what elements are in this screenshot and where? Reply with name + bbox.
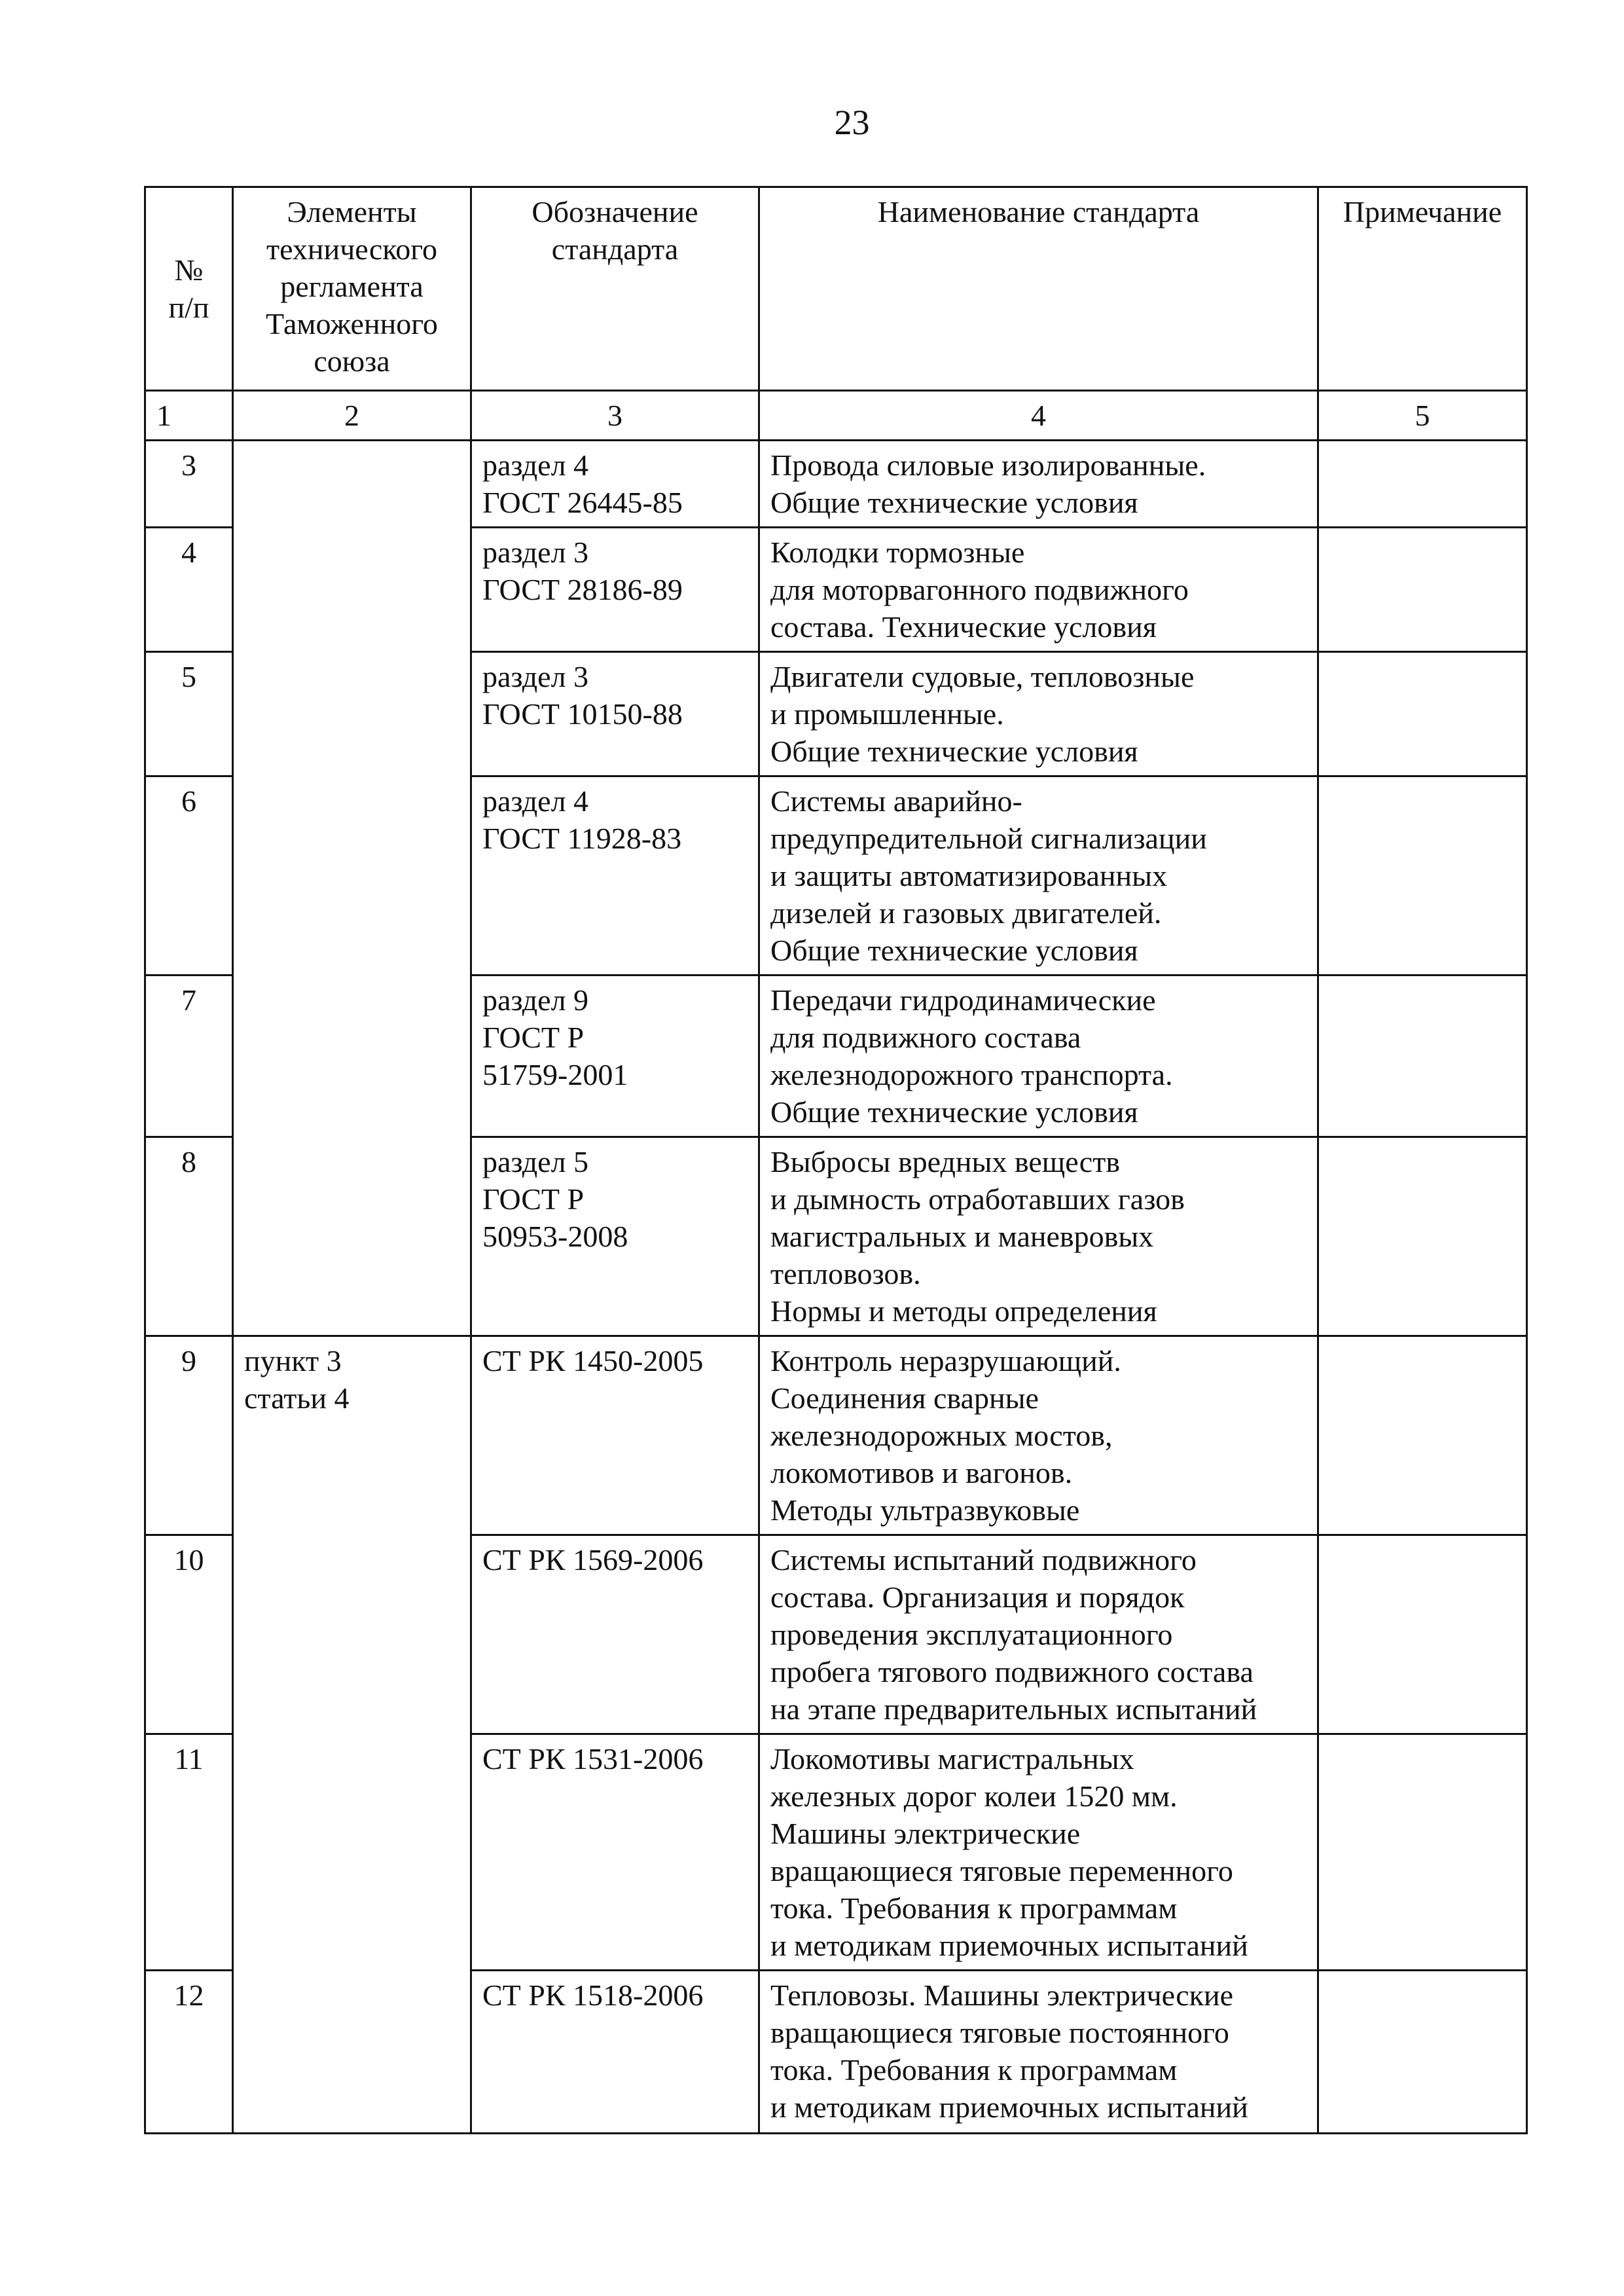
name-line: Машины электрические [770, 1817, 1081, 1850]
row-number: 9 [145, 1336, 233, 1535]
row-designation [471, 441, 759, 528]
header-num-line: № [174, 253, 204, 287]
name-line: и защиты автоматизированных [770, 859, 1168, 892]
elements-line: пункт 3 [244, 1344, 342, 1377]
name-line: железнодорожных мостов, [770, 1419, 1113, 1452]
designation-line: СТ РК 1569-2006 [482, 1543, 704, 1576]
header-note-line: Примечание [1343, 195, 1502, 228]
name-line: Контроль неразрушающий. [770, 1344, 1121, 1377]
row-name [759, 441, 1318, 528]
name-line: железнодорожного транспорта. [770, 1058, 1173, 1091]
designation-line: ГОСТ Р [482, 1021, 585, 1054]
designation-line: 50953-2008 [482, 1220, 628, 1253]
name-line: железных дорог колеи 1520 мм. [770, 1779, 1178, 1813]
name-line: Провода силовые изолированные. [770, 448, 1206, 482]
table-row [145, 441, 1527, 528]
designation-line: СТ РК 1450-2005 [482, 1344, 704, 1377]
header-designation [471, 187, 759, 391]
name-line: дизелей и газовых двигателей. [770, 896, 1162, 930]
row-name [759, 1137, 1318, 1336]
row-name [759, 1734, 1318, 1971]
name-line: предупредительной сигнализации [770, 822, 1207, 855]
row-note [1318, 528, 1527, 652]
designation-line: раздел 4 [482, 784, 589, 818]
row-elements-cell [233, 441, 471, 1336]
name-line: Тепловозы. Машины электрические [770, 1978, 1234, 2012]
designation-line: СТ РК 1531-2006 [482, 1742, 704, 1776]
page-number: 23 [834, 103, 870, 142]
column-number: 5 [1318, 391, 1527, 441]
row-designation [471, 652, 759, 776]
row-note [1318, 441, 1527, 528]
name-line: Системы аварийно- [770, 784, 1022, 818]
name-line: тепловозов. [770, 1257, 921, 1290]
row-number: 10 [145, 1535, 233, 1734]
name-line: Общие технические условия [770, 934, 1138, 967]
row-name [759, 652, 1318, 776]
name-line: и дымность отработавших газов [770, 1182, 1185, 1216]
row-note [1318, 776, 1527, 975]
name-line: пробега тягового подвижного состава [770, 1655, 1254, 1688]
designation-line: ГОСТ 28186-89 [482, 573, 683, 606]
column-number: 2 [233, 391, 471, 441]
column-number-row [145, 391, 1527, 441]
row-designation [471, 1734, 759, 1971]
table-row [145, 1336, 1527, 1535]
designation-line: ГОСТ Р [482, 1182, 585, 1216]
row-designation [471, 528, 759, 652]
name-line: на этапе предварительных испытаний [770, 1692, 1257, 1726]
row-designation [471, 975, 759, 1137]
name-line: Общие технические условия [770, 486, 1138, 519]
name-line: локомотивов и вагонов. [770, 1456, 1073, 1489]
column-number: 1 [145, 391, 233, 441]
header-designation-line: стандарта [551, 232, 679, 266]
designation-line: раздел 5 [482, 1145, 589, 1178]
designation-line: раздел 3 [482, 536, 589, 569]
column-number: 4 [759, 391, 1318, 441]
name-line: Системы испытаний подвижного [770, 1543, 1197, 1576]
row-number: 5 [145, 652, 233, 776]
standards-table [144, 186, 1528, 2134]
row-number: 4 [145, 528, 233, 652]
row-designation [471, 1336, 759, 1535]
row-note [1318, 975, 1527, 1137]
name-line: состава. Технические условия [770, 610, 1157, 644]
row-name [759, 776, 1318, 975]
column-number: 3 [471, 391, 759, 441]
header-elements-line: регламента [280, 270, 424, 303]
header-num-line: п/п [168, 291, 209, 324]
designation-line: 51759-2001 [482, 1058, 628, 1091]
name-line: для моторвагонного подвижного [770, 573, 1189, 606]
row-number: 12 [145, 1971, 233, 2134]
row-number: 6 [145, 776, 233, 975]
row-note [1318, 1971, 1527, 2134]
designation-line: ГОСТ 10150-88 [482, 697, 683, 731]
name-line: Методы ультразвуковые [770, 1493, 1080, 1527]
designation-line: ГОСТ 11928-83 [482, 822, 682, 855]
name-line: Общие технические условия [770, 735, 1138, 768]
row-note [1318, 1137, 1527, 1336]
header-note [1318, 187, 1527, 391]
row-note [1318, 1336, 1527, 1535]
name-line: вращающиеся тяговые постоянного [770, 2016, 1229, 2049]
row-note [1318, 1535, 1527, 1734]
name-line: Нормы и методы определения [770, 1294, 1157, 1328]
name-line: для подвижного состава [770, 1021, 1081, 1054]
row-note [1318, 1734, 1527, 1971]
designation-line: раздел 4 [482, 448, 589, 482]
name-line: Выбросы вредных веществ [770, 1145, 1121, 1178]
row-number: 11 [145, 1734, 233, 1971]
header-elements [233, 187, 471, 391]
header-name-line: Наименование стандарта [877, 195, 1200, 228]
row-number: 7 [145, 975, 233, 1137]
name-line: вращающиеся тяговые переменного [770, 1854, 1233, 1887]
designation-line: раздел 3 [482, 660, 589, 693]
header-elements-line: Элементы [287, 195, 417, 228]
name-line: проведения эксплуатационного [770, 1618, 1173, 1651]
name-line: Общие технические условия [770, 1095, 1138, 1129]
row-designation [471, 1971, 759, 2134]
header-elements-line: технического [266, 232, 437, 266]
name-line: тока. Требования к программам [770, 2053, 1178, 2086]
header-designation-line: Обозначение [532, 195, 698, 228]
designation-line: СТ РК 1518-2006 [482, 1978, 704, 2012]
name-line: Соединения сварные [770, 1381, 1039, 1415]
row-name [759, 1535, 1318, 1734]
row-number: 3 [145, 441, 233, 528]
name-line: Колодки тормозные [770, 536, 1025, 569]
row-designation [471, 1137, 759, 1336]
header-name [759, 187, 1318, 391]
table-header-row [145, 187, 1527, 391]
row-elements-cell [233, 1336, 471, 2134]
row-name [759, 528, 1318, 652]
name-line: Двигатели судовые, тепловозные [770, 660, 1195, 693]
header-elements-line: союза [314, 344, 390, 378]
name-line: магистральных и маневровых [770, 1220, 1154, 1253]
row-name [759, 1336, 1318, 1535]
header-elements-line: Таможенного [266, 307, 438, 340]
name-line: состава. Организация и порядок [770, 1580, 1185, 1614]
row-number: 8 [145, 1137, 233, 1336]
row-name [759, 1971, 1318, 2134]
name-line: и методикам приемочных испытаний [770, 1929, 1248, 1962]
designation-line: раздел 9 [482, 983, 589, 1017]
header-num [145, 187, 233, 391]
elements-line: статьи 4 [244, 1381, 350, 1415]
row-note [1318, 652, 1527, 776]
row-name [759, 975, 1318, 1137]
designation-line: ГОСТ 26445-85 [482, 486, 683, 519]
row-designation [471, 1535, 759, 1734]
name-line: и промышленные. [770, 697, 1004, 731]
name-line: тока. Требования к программам [770, 1891, 1178, 1925]
row-designation [471, 776, 759, 975]
name-line: Локомотивы магистральных [770, 1742, 1134, 1776]
name-line: и методикам приемочных испытаний [770, 2090, 1248, 2124]
name-line: Передачи гидродинамические [770, 983, 1156, 1017]
